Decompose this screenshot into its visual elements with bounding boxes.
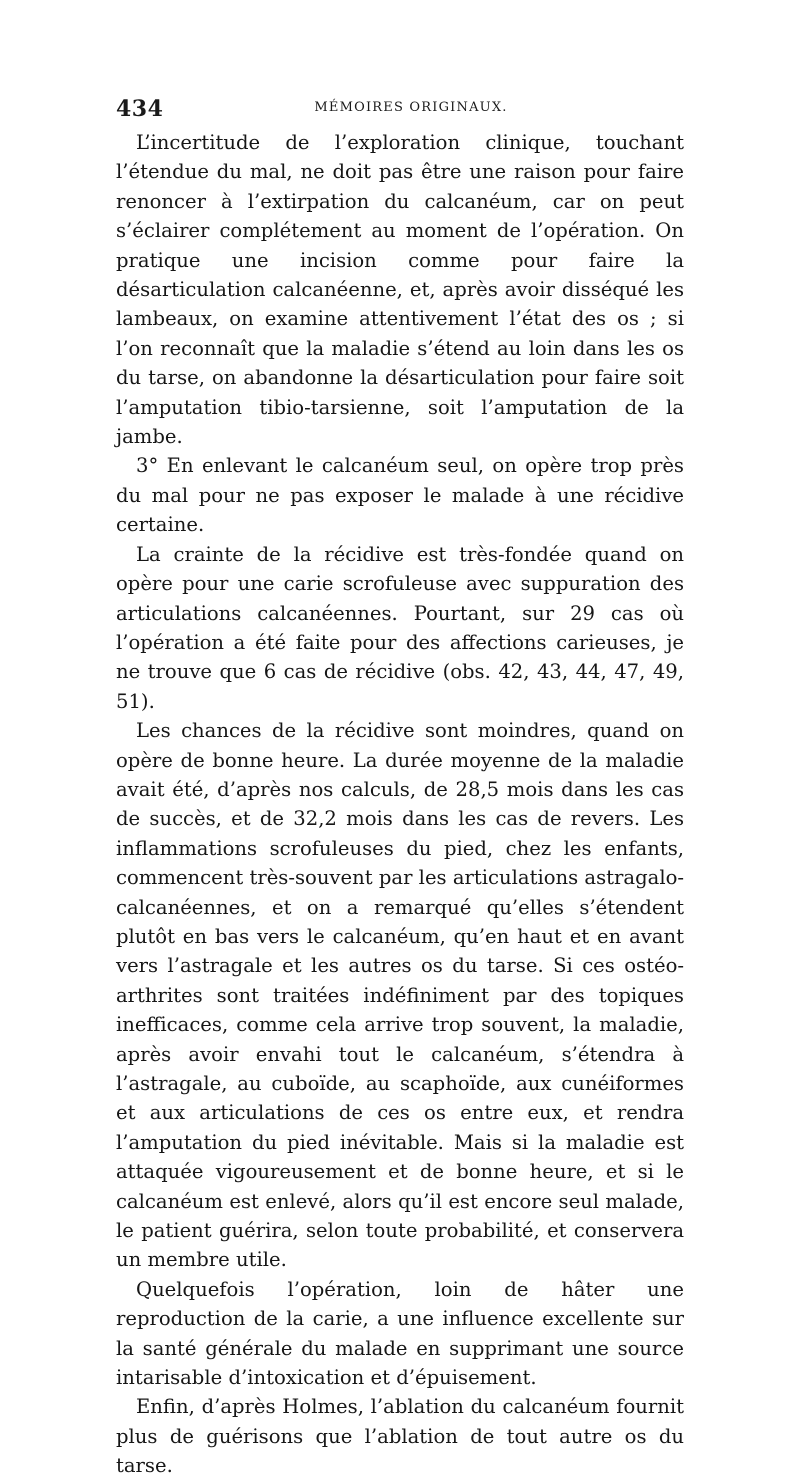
running-head: MÉMOIRES ORIGINAUX. (314, 100, 508, 115)
paragraph: Quelquefois l’opération, loin de hâter une reproduction de la carie, a une influence excellente sur la santé générale du malade en supprimant une source intarisable d’intoxication et d’épuisement. (116, 1277, 684, 1390)
body-text (116, 128, 684, 1481)
paragraph: La crainte de la récidive est très-fondée quand on opère pour une carie scrofuleuse avec suppuration des articulations calcanéennes. Pourtant, sur 29 cas où l’opération a été faite pour des affections carieuses, je ne trouve que 6 cas de récidive (obs. 42, 43, 44, 47, 49, 51). (116, 542, 684, 713)
paragraph: Enfin, d’après Holmes, l’ablation du calcanéum fournit plus de guérisons que l’ablation de tout autre os du tarse. (116, 1395, 684, 1478)
page-number: 434 (116, 96, 164, 122)
paragraph: 3° En enlevant le calcanéum seul, on opère trop près du mal pour ne pas exposer le malade à une récidive certaine. (116, 454, 684, 537)
page-header (116, 96, 696, 126)
paragraph: Les chances de la récidive sont moindres, quand on opère de bonne heure. La durée moyenne de la maladie avait été, d’après nos calculs, de 28,5 mois dans les cas de succès, et de 32,2 mois dans les cas de revers. Les inflammations scrofuleuses du pied, chez les enfants, commencent très-souvent par les articulations astragalo-calcanéennes, et on a remarqué qu’elles s’étendent plutôt en bas vers le calcanéum, qu’en haut et en avant vers l’astragale et les autres os du tarse. Si ces ostéo-arthrites sont traitées indéfiniment par des topiques inefficaces, comme cela arrive trop souvent, la maladie, après avoir envahi tout le calcanéum, s’étendra à l’astragale, au cuboïde, au scaphoïde, aux cunéiformes et aux articulations de ces os entre eux, et rendra l’amputation du pied inévitable. Mais si la maladie est attaquée vigoureusement et de bonne heure, et si le calcanéum est enlevé, alors qu’il est encore seul malade, le patient guérira, selon toute probabilité, et conservera un membre utile. (116, 719, 684, 1272)
paragraph: L’incertitude de l’exploration clinique, touchant l’étendue du mal, ne doit pas être une raison pour faire renoncer à l’extirpation du calcanéum, car on peut s’éclairer complétement au moment de l’opération. On pratique une incision comme pour faire la désarticulation calcanéenne, et, après avoir disséqué les lambeaux, on examine attentivement l’état des os ; si l’on reconnaît que la maladie s’étend au loin dans les os du tarse, on abandonne la désarticulation pour faire soit l’amputation tibio-tarsienne, soit l’amputation de la jambe. (116, 131, 684, 449)
